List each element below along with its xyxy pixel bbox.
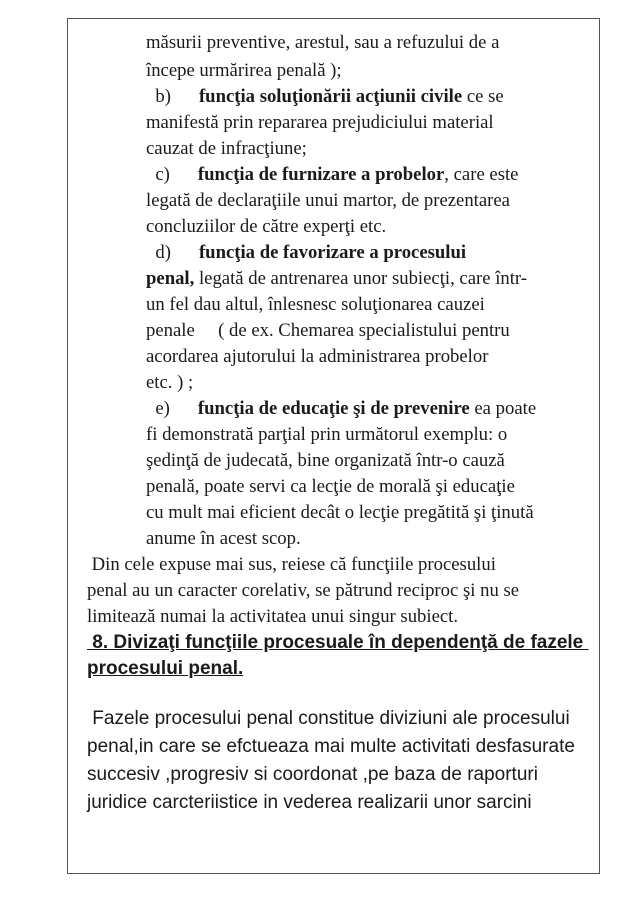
text-line: acordarea ajutorului la administrarea probelor [146,346,489,367]
text-line: penal, legată de antrenarea unor subiecţi, care într- [146,268,528,289]
section-heading: procesului penal. [87,658,244,679]
text-line: manifestă prin repararea prejudiciului material [146,112,494,133]
function-title: funcţia de favorizare a procesului [198,242,467,263]
text-line: cu mult mai eficient decât o lecţie pregătită şi ţinută [146,502,534,523]
function-title: funcţia de educaţie şi de prevenire [197,398,470,419]
text-line: măsurii preventive, arestul, sau a refuzului de a [146,32,500,53]
text-line: penală, poate servi ca lecţie de morală şi educaţie [146,476,515,497]
body-line: Fazele procesului penal constitue diviziuni ale procesului [87,708,570,729]
list-item-c: c) funcţia de furnizare a probelor, care este [146,164,519,185]
list-item-e: e) funcţia de educaţie şi de prevenire ea poate [146,398,537,419]
conclusion-line: penal au un caracter corelativ, se pătrund reciproc şi nu se [87,580,520,601]
text-line: fi demonstrată parţial prin următorul exemplu: o [146,424,508,445]
function-title: funcţia soluţionării acţiunii civile [198,86,463,107]
list-item-b: b) funcţia soluţionării acţiunii civile ce se [146,86,504,107]
text-line: legată de declaraţiile unui martor, de prezentarea [146,190,510,211]
text-line: etc. ) ; [146,372,194,393]
text-line: penale ( de ex. Chemarea specialistului pentru [146,320,510,341]
text-line: şedinţă de judecată, bine organizată într-o cauză [146,450,505,471]
body-line: juridice carcteriistice in vederea realizarii unor sarcini [87,792,532,813]
body-line: succesiv ,progresiv si coordonat ,pe baza de raporturi [87,764,538,785]
list-item-d: d) funcţia de favorizare a procesului [146,242,467,263]
text-line: concluziilor de către experţi etc. [146,216,387,237]
conclusion-line: Din cele expuse mai sus, reiese că funcţiile procesului [87,554,496,575]
text-line: începe urmărirea penală ); [146,60,342,81]
body-line: penal,in care se efctueaza mai multe activitati desfasurate [87,736,575,757]
section-heading: 8. Divizaţi funcţiile procesuale în dependenţă de fazele [87,632,589,653]
conclusion-line: limitează numai la activitatea unui singur subiect. [87,606,459,627]
text-line: un fel dau altul, înlesnesc soluţionarea cauzei [146,294,485,315]
text-line: cauzat de infracţiune; [146,138,307,159]
text-line: anume în acest scop. [146,528,301,549]
function-title: funcţia de furnizare a probelor [197,164,445,185]
